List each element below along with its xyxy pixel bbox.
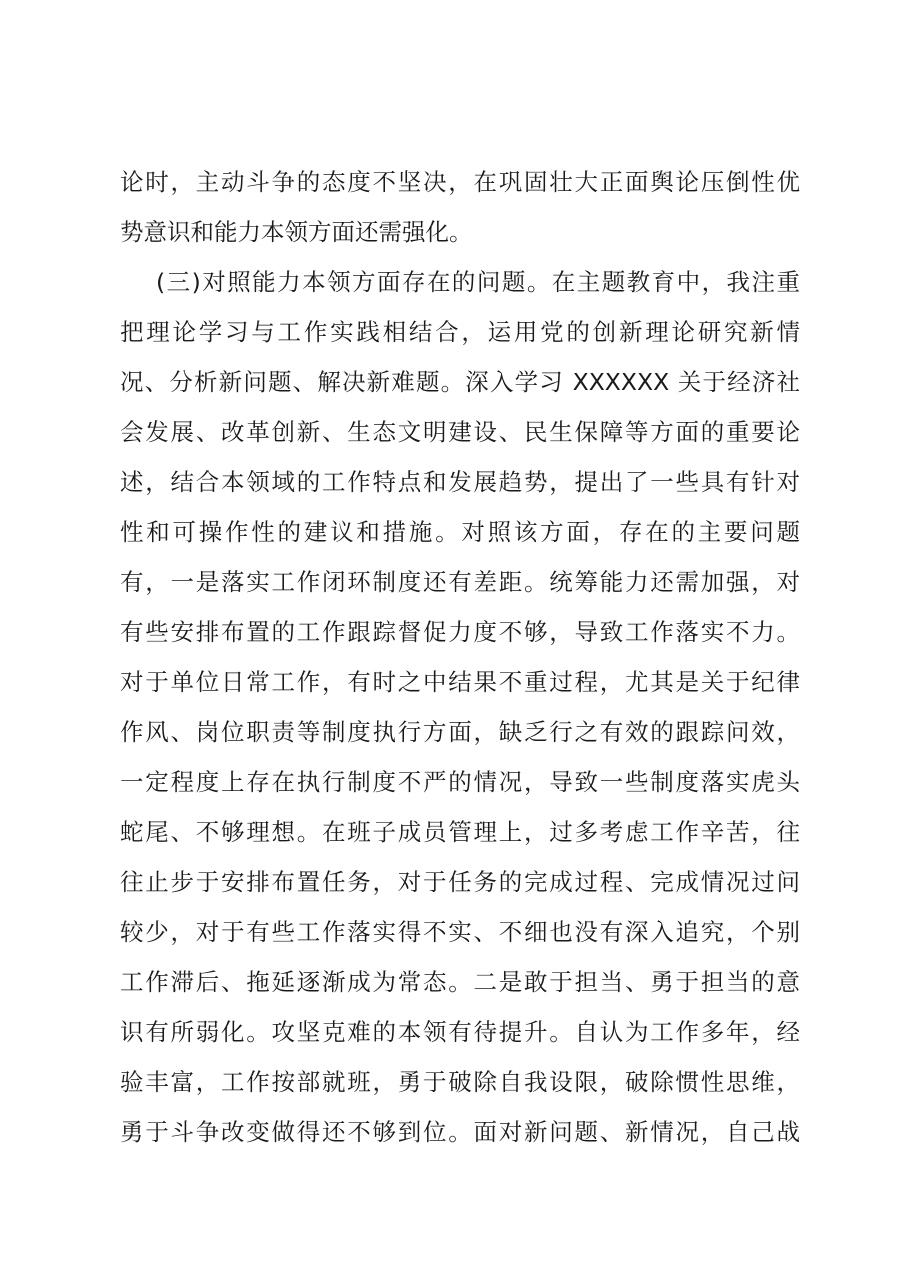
text-line: 往止步于安排布置任务，对于任务的完成过程、完成情况过问 — [120, 868, 800, 896]
text-line: 对于单位日常工作，有时之中结果不重过程，尤其是关于纪律 — [120, 668, 800, 696]
document-body — [120, 157, 800, 1157]
text-line: 势意识和能力本领方面还需强化。 — [120, 218, 473, 246]
text-line: 蛇尾、不够理想。在班子成员管理上，过多考虑工作辛苦，往 — [120, 818, 800, 846]
text-line: 把理论学习与工作实践相结合，运用党的创新理论研究新情 — [120, 318, 800, 346]
text-line: 述，结合本领域的工作特点和发展趋势，提出了一些具有针对 — [120, 468, 800, 496]
text-line: 一定程度上存在执行制度不严的情况，导致一些制度落实虎头 — [120, 768, 800, 796]
text-line: 性和可操作性的建议和措施。对照该方面，存在的主要问题 — [120, 518, 800, 546]
text-line: 作风、岗位职责等制度执行方面，缺乏行之有效的跟踪问效， — [120, 718, 800, 746]
text-line: 会发展、改革创新、生态文明建设、民生保障等方面的重要论 — [120, 418, 800, 446]
text-line: 识有所弱化。攻坚克难的本领有待提升。自认为工作多年，经 — [120, 1018, 800, 1046]
text-line: 较少，对于有些工作落实得不实、不细也没有深入追究，个别 — [120, 918, 800, 946]
text-line: 工作滞后、拖延逐渐成为常态。二是敢于担当、勇于担当的意 — [120, 968, 800, 996]
section-heading-line: (三)对照能力本领方面存在的问题。在主题教育中，我注重 — [156, 268, 800, 296]
text-line: 验丰富，工作按部就班，勇于破除自我设限，破除惯性思维， — [120, 1068, 800, 1096]
text-line: 有，一是落实工作闭环制度还有差距。统筹能力还需加强，对 — [120, 568, 800, 596]
text-line: 况、分析新问题、解决新难题。深入学习 XXXXXX 关于经济社 — [120, 368, 800, 396]
text-line: 有些安排布置的工作跟踪督促力度不够，导致工作落实不力。 — [120, 618, 800, 646]
text-line: 勇于斗争改变做得还不够到位。面对新问题、新情况，自己战 — [120, 1118, 800, 1146]
text-line: 论时，主动斗争的态度不坚决，在巩固壮大正面舆论压倒性优 — [120, 168, 800, 196]
